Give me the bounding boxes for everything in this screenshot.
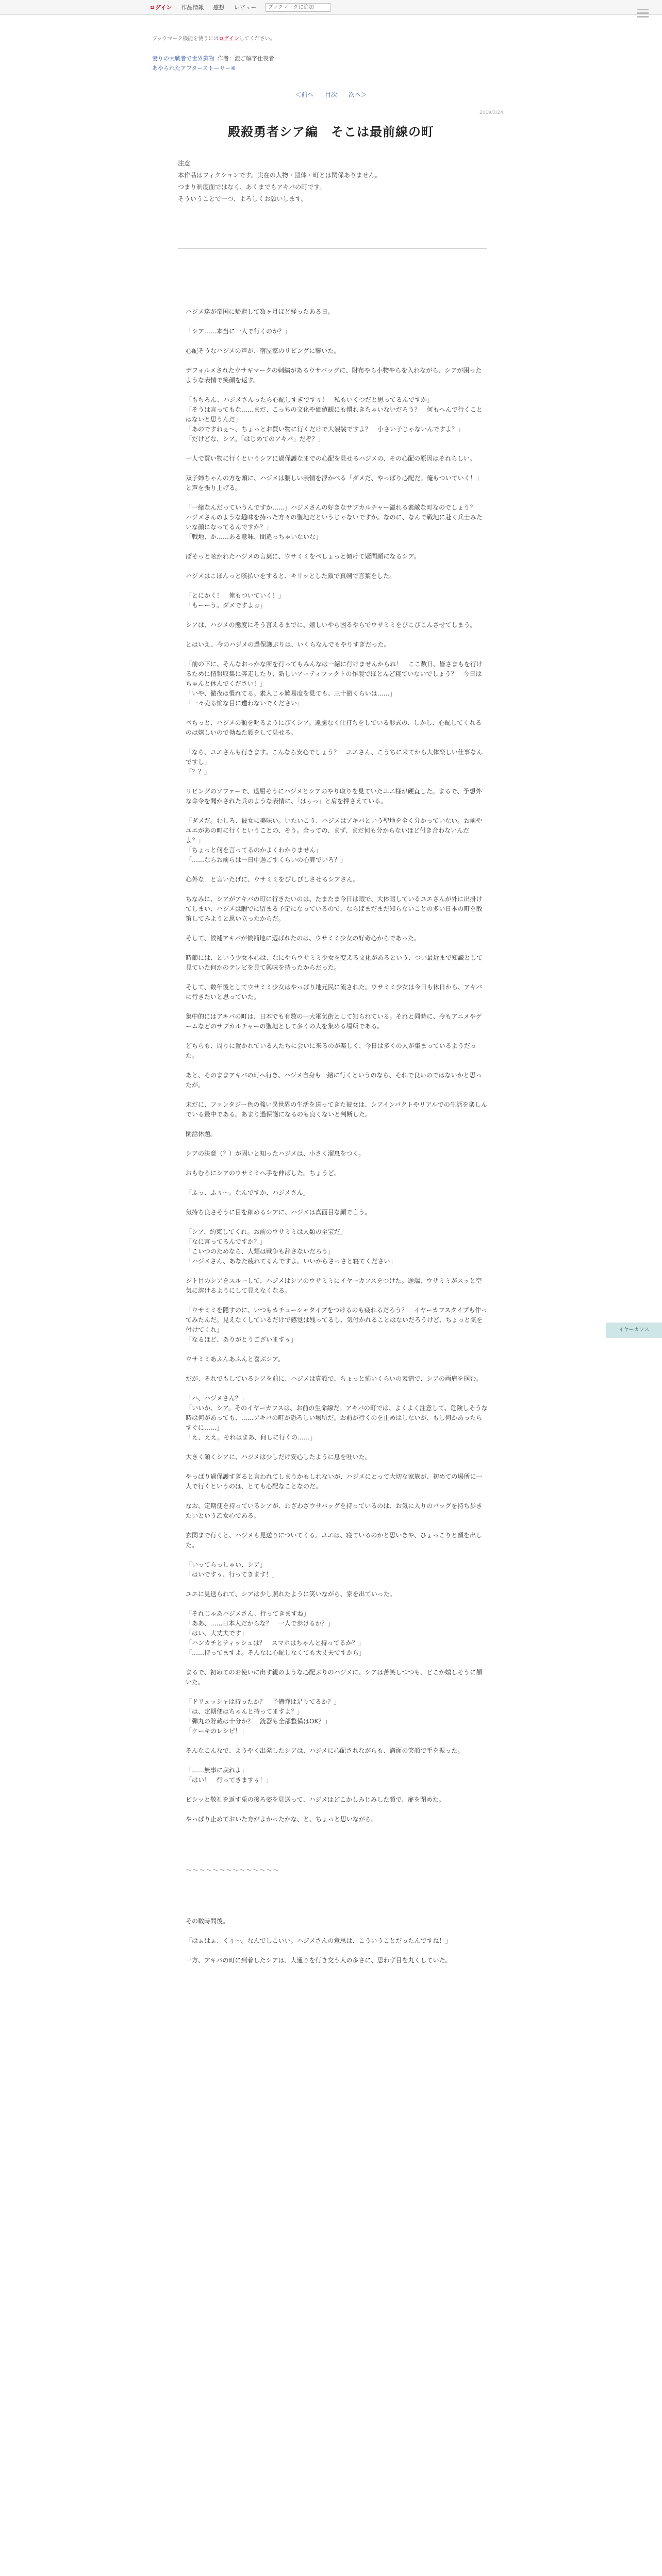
preface-line: 本作品はフィクションです。実在の人物・団体・町とは関係ありません。 <box>178 172 382 179</box>
login-link[interactable]: ログイン <box>150 4 172 11</box>
body-paragraph: デフォルメされたウサギマークの刺繍があるウサバッグに、財布やら小物やらを入れながら、シアが困ったような表情で笑顔を返す。 <box>186 367 482 384</box>
body-paragraph: 玄関まで行くと、ハジメも見送りについてくる。ユエは、寝ているのかと思いきや、ひょっこりと顔を出した。 <box>186 1532 483 1549</box>
preface-line: つまり制度面ではなく、あくまでもアキバの町です。 <box>178 183 326 191</box>
series-title-link[interactable]: 妻りの大戦者で世界蘇物 <box>152 55 214 62</box>
body-paragraph: やっぱり過保護すぎると言われてしまうかもしれないが、ハジメにとって大切な家族が、初めての場所に一人で行くというのは、とても心配なことなのだ。 <box>186 1473 483 1490</box>
body-paragraph: シアは、ハジメの態度にそう言えるまでに、嬉しいやら困るやらでウサミミをぴこぴこんさせてしまう。 <box>186 621 476 629</box>
body-paragraph: 「ハ、ハジメさん？」 「いいか、シア。そのイヤーカフスは、お前の生命線だ。アキバの町では、よくよく注意して、危険しそうな時は何があっても、……アキバの町が恐ろしい場所だ。お前が行くのを止めはしないが、もし何かあったらすぐに……」 「え、ええ。それはまあ、何しに行くの……」 <box>186 1395 488 1441</box>
body-paragraph: 「ふっ、ふぅ〜。なんですか、ハジメさん」 <box>186 1189 309 1196</box>
body-paragraph: 〜〜〜〜〜〜〜〜〜〜〜〜〜〜 <box>186 1867 280 1874</box>
preface <box>178 158 487 205</box>
body-paragraph: 時節には、という少女本心は、なにやらウサミミ少女を変える文化があるという、つい最近まで知識として見ていた何かのテレビを見て興味を持ったからだった。 <box>186 954 483 971</box>
body-paragraph: だが、それでもしているシアを前に、ハジメは真顔で、ちょっと怖いくらいの表情で、シアの両肩を掴む。 <box>186 1375 483 1382</box>
notice-login-link[interactable]: ログイン <box>219 36 239 42</box>
table-of-contents-link[interactable]: 目次 <box>324 91 337 98</box>
body-paragraph: あと、そのままアキバの町へ行き、ハジメ自身も一緒に行くというのなら、それで良いのではないかと思ったが。 <box>186 1072 482 1089</box>
body-paragraph: どちらも、周りに置かれている人たちに会いに来るのが楽しく、今日は多くの人が集まっているようだった。 <box>186 1042 476 1059</box>
nav-link-review[interactable]: レビュー <box>234 4 257 11</box>
body-paragraph: 気持ち良さそうに目を細めるシアに、ハジメは真面目な顔で言う。 <box>186 1209 371 1216</box>
body-paragraph: 「ダメだ。むしろ、彼女に美味い。いたいこう、ハジメはアキバという聖地を全く分かっていない。お前やユエがあの町に行くということの、そう。全っての、まず、まだ何も分からないほど付き合わないんだよ？」 「ちょっと何を言ってるのかよくわかりません」 「……ならお前らは一日中過ごすくらいの心算でいろ？」 <box>186 817 483 863</box>
body-paragraph: 「ウサミミを隠すのに、いつもカチューシャタイプをつけるのも疲れるだろう？ イヤーカフスタイプも作ってみたんだ。見えなくしているだけで感覚は残ってるし、気付かれることはないだろうけど、ちょっと気を付けてくれ」 「なるほど、ありがとうございますぅ」 <box>186 1307 488 1343</box>
body-paragraph: そして、数年後としてウサミミ少女はやっぱり地元民に流された。ウサミミ少女は今日も休日から、アキバに行きたいと思っていた。 <box>186 984 483 1001</box>
nav-link-info[interactable]: 作品情報 <box>181 4 204 11</box>
author-name: 作者：渡ご解字仕夜者 <box>218 55 274 62</box>
body-paragraph: 「前の下に、そんなおっかな所を行ってもみんなは一緒に行けませんからね！ ここ数日、皆さまもを行けるために情報収集に奔走したり、新しいアーティファクトの作製でほとんど寝ていないでしょう？ 今日はちゃんと休んでください！」 「いや、徹夜は慣れてる。素人じゃ難易度を見ても、三十徹くらいは……」 「一々売る愉な目に遭わないでください」 <box>186 660 483 707</box>
body-paragraph: ちなみに、シアがアキバの町に行きたいのは、たまたま今日は暇で、大体暇しているユエさんが外に出掛けてしまい、ハジメは暇でに留まる予定になっているので、ならばまだまだ知らないことの多い日本の町を散策してみようと思い立ったからだ。 <box>186 895 483 922</box>
body-paragraph: 「いってらっしゃい、シア」 「はいですぅ、行ってきます！」 <box>186 1561 278 1578</box>
body-paragraph: まるで、初めてのお使いに出す親のような心配ぶりのハジメに、シアは苦笑しつつも、どこか嬉しそうに頷いた。 <box>186 1669 483 1686</box>
body-paragraph: ぽそっと呟かれたハジメの言葉に、ウサミミをぺしょっと傾けて疑問顔になるシア。 <box>186 553 420 560</box>
notice-suffix: してください。 <box>239 36 275 42</box>
body-paragraph: 「ドリュッシャは持ったか？ 予備弾は足りてるか？」 「は、定期便はちゃんと持ってますよ？」 「弾丸の貯蔵は十分か？ 銃器も全部整備はOK？」 「ケーキのレシピ！」 <box>186 1698 340 1735</box>
body-paragraph: ユエに見送られて、シアは少し照れたように笑いながら、家を出ていった。 <box>186 1590 396 1598</box>
body-paragraph: 一方、アキバの町に到着したシアは、大通りを行き交う人の多さに、思わず目を丸くしていた。 <box>186 1957 452 1964</box>
body-paragraph: とはいえ、今のハジメの過保護ぶりは、いくらなんでもやりすぎだった。 <box>186 641 390 648</box>
series-info <box>152 54 274 73</box>
side-tab-button[interactable]: イヤーカフス <box>606 1323 662 1338</box>
body-paragraph: 「シア……本当に一人で行くのか？」 <box>186 328 291 335</box>
preface-divider <box>178 248 487 249</box>
body-paragraph: 「それじゃあハジメさん、行ってきますね」 「ああ、……日本人だからな？ 一人で歩けるか？」 「はい、大丈夫です」 「ハンカチとティッシュは？ スマホはちゃんと持ってるか？」 「……持ってますよ。そんなに心配しなくても大丈夫ですから」 <box>186 1610 366 1656</box>
menu-icon[interactable] <box>634 6 652 21</box>
top-navigation-bar <box>0 0 662 15</box>
nav-link-impressions[interactable]: 感想 <box>213 4 225 11</box>
body-paragraph: 大きく頷くシアに、ハジメは少しだけ安心したように息を吐いた。 <box>186 1453 371 1461</box>
body-paragraph: ハジメはこほんっと咳払いをすると、キリッとした顔で真剣で言葉をした。 <box>186 572 396 580</box>
body-paragraph: その数時間後。 <box>186 1918 229 1925</box>
body-paragraph: ぺちっと、ハジメの額を叱るようにぴくシア。遠慮なく仕打ちをしている形式の、しかし、心配してくれるのは嬉しいので拗ねた顔をして見せる。 <box>186 719 482 736</box>
body-paragraph: 心外な と言いたげに、ウサミミをぴしぴしさせるシアさん。 <box>186 876 359 883</box>
publish-date: 2019/3/24 <box>479 110 503 115</box>
body-paragraph: 双子姉ちゃんの方を頭に、ハジメは腰しい表情を浮かべる「ダメだ、やっぱり心配だ。俺もついていく！」と声を張り上げる。 <box>186 474 483 492</box>
body-paragraph: やっぱり止めておいた方がよかったかな、と、ちょっと思いながら。 <box>186 1816 378 1823</box>
body-paragraph: そして、候補アキバが候補地に選ばれたのは、ウサミミ少女の好奇心からであった。 <box>186 935 421 942</box>
body-paragraph: 「はぁはぁ、くぅ〜。なんでしこいい。ハジメさんの意思は、こういうことだったんですね！」 <box>186 1937 452 1944</box>
prev-chapter-link[interactable]: ＜前へ <box>295 91 314 98</box>
chapter-name: あやられたアフターストーリー※ <box>152 65 236 72</box>
body-paragraph: 未だに、ファンタジー色の強い異世界の生活を送ってきた彼女は、シアインパクトやリアルでの生活を楽しんでいる最中である。あまり過保護になるのも良くないと判断した。 <box>186 1101 487 1118</box>
bookmark-notice <box>152 34 275 42</box>
preface-line: 注意 <box>178 160 191 167</box>
body-paragraph: 心配そうなハジメの声が、宿屋家のリビングに響いた。 <box>186 347 340 354</box>
body-paragraph: 閑話休題。 <box>186 1130 217 1138</box>
body-paragraph: 「一緒なんだっていうんですか……」ハジメさんの好きなサブカルチャー溢れる素敵な町なのでしょう？ ハジメさんのような趣味を持った方々の聖地だというじゃないですか。なのに、なんで戦地に赴く兵士みたいな顔になってるんですか？」 「戦地、か……ある意味、間違っちゃいないな」 <box>186 504 483 540</box>
body-paragraph: 「もちろん、ハジメさんったら心配しすぎですぅ！ 私もいくつだと思ってるんですか」 「そうは言ってもな……まだ、こっちの文化や価値観にも慣れきちゃいないだろう？ 何もへんで行くことはないと思うんだ」 「あのですねぇ〜、ちょっとお買い物に行くだけで大袈裟ですよ？ 小さい子じゃないんですよ？」 「だけどな、シア。「はじめてのアキバ」だぞ？」 <box>186 396 483 443</box>
chapter-title: 殿殺勇者シア編 そこは最前線の町 <box>228 125 434 139</box>
body-paragraph: おもむろにシアのウサミミへ手を伸ばした。ちょうど。 <box>186 1170 341 1177</box>
body-paragraph: 「なら、ユエさんも行きます。こんなら安心でしょう？ ユエさん、こうちに来てから大体楽しい仕事なんですし」 「？？」 <box>186 749 483 775</box>
body-paragraph: なお、定期便を持っているシアが、わざわざウサバッグを持っているのは、お気に入りのバッグを持ち歩きたいという乙女心である。 <box>186 1502 483 1519</box>
next-chapter-link[interactable]: 次へ＞ <box>348 91 367 98</box>
body-paragraph: 一人で買い物に行くというシアに過保護なまでの心配を見せるハジメの、その心配の原因はそれらしい。 <box>186 455 476 462</box>
body-paragraph: シアの決意（？）が固いと知ったハジメは、小さく溜息をつく。 <box>186 1150 365 1157</box>
notice-text: ブックマーク機能を使うには <box>152 36 219 42</box>
body-paragraph: ハジメ達が帝国に帰還して数ヶ月ほど経ったある日。 <box>186 308 334 315</box>
preface-line: そういうことで一つ、よろしくお願いします。 <box>178 195 307 202</box>
body-paragraph: そんなこんなで、ようやく出発したシアは、ハジメに心配されながらも、満面の笑顔で手を振った。 <box>186 1747 464 1754</box>
body-paragraph: 集中的にはアキバの町は、日本でも有数の一大電気街として知られている。それと同時に、今もアニメやゲームなどのサブカルチャーの聖地として多くの人を集める場所である。 <box>186 1013 482 1030</box>
novel-body <box>186 307 488 1975</box>
body-paragraph: 「とにかく！ 俺もついていく！」 「もーーう。ダメですよぉ」 <box>186 592 285 609</box>
body-paragraph: 「……無事に戻れよ」 「はい！ 行ってきますぅ！」 <box>186 1767 272 1784</box>
body-paragraph: 「シア、約束してくれ。お前のウサミミは人類の至宝だ」 「なに言ってるんですか？」 「こいつのためなら、人類は戦争も辞さないだろう」 「ハジメさん、あなた疲れてるんですよ。いいからさっさと寝てください」 <box>186 1228 396 1265</box>
body-paragraph: ジト目のシアをスルーして、ハジメはシアのウサミミにイヤーカフスをつけた。途端、ウサミミがスッと空気に溶けるようにして見えなくなる。 <box>186 1277 482 1294</box>
body-paragraph: ビシッと敬礼を返す兎の後ろ姿を見送って、ハジメはどこかしみじみした顔で、扉を閉めた。 <box>186 1796 445 1803</box>
body-paragraph: リビングのソファーで、退屈そうにハジメとシアのやり取りを見ていたユエ様が硬直した。まるで、予想外な命令を聞かされた兵のような表情に、「はぅっ」と肩を押さえている。 <box>186 788 482 805</box>
bookmark-add-field[interactable] <box>266 3 330 12</box>
body-paragraph: ウサミミあふんあふんと喜ぶシア。 <box>186 1355 285 1363</box>
chapter-pager <box>0 90 662 99</box>
